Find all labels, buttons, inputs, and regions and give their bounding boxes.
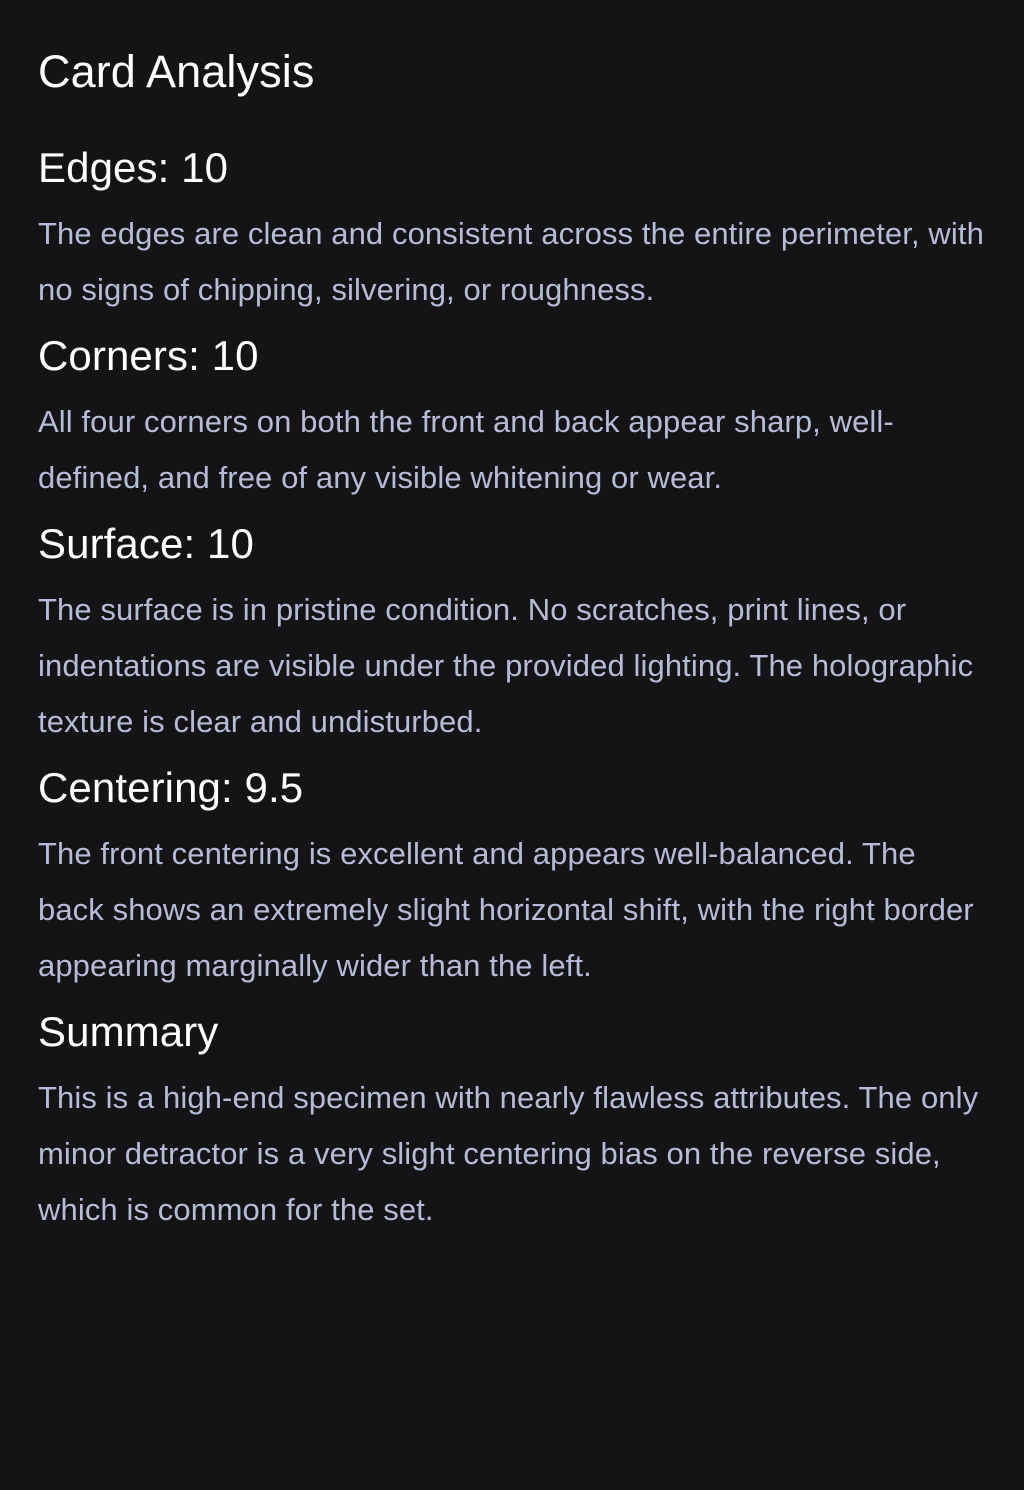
summary-description: This is a high-end specimen with nearly flawless attributes. The only minor detractor is a very slight centering bias on the reverse side, which is common for the set. [38, 1080, 979, 1227]
summary-heading: Summary [38, 1008, 219, 1055]
corners-description: All four corners on both the front and back appear sharp, well-defined, and free of any visible whitening or wear. [38, 404, 894, 495]
edges-heading: Edges: 10 [38, 144, 229, 191]
edges-description: The edges are clean and consistent across the entire perimeter, with no signs of chipping, silvering, or roughness. [38, 216, 984, 307]
surface-heading: Surface: 10 [38, 520, 254, 567]
surface-section [38, 518, 986, 750]
centering-heading: Centering: 9.5 [38, 764, 304, 811]
corners-heading: Corners: 10 [38, 332, 259, 379]
centering-section [38, 762, 986, 994]
page-title: Card Analysis [38, 46, 315, 97]
centering-description: The front centering is excellent and appears well-balanced. The back shows an extremely slight horizontal shift, with the right border appearing marginally wider than the left. [38, 836, 974, 983]
summary-section [38, 1006, 986, 1238]
surface-description: The surface is in pristine condition. No scratches, print lines, or indentations are visible under the provided lighting. The holographic texture is clear and undisturbed. [38, 592, 974, 739]
edges-section [38, 142, 986, 318]
corners-section [38, 330, 986, 506]
